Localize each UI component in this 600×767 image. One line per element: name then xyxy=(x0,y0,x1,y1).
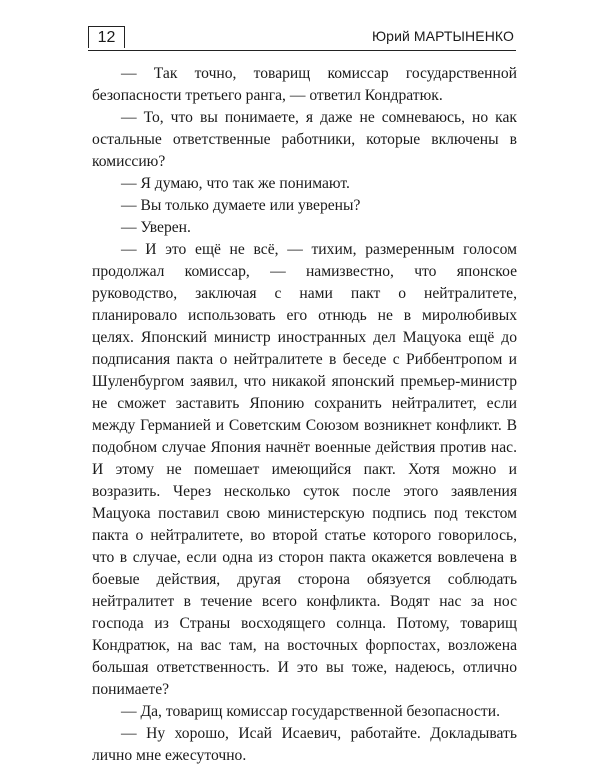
paragraph: — Ну хорошо, Исай Исаевич, работайте. Докладывать лично мне ежесуточно. xyxy=(92,725,517,764)
page-header xyxy=(88,24,516,51)
paragraph: — Я думаю, что так же понимают. xyxy=(121,175,350,192)
body-text xyxy=(92,63,517,767)
page-number: 12 xyxy=(88,26,125,48)
paragraph: — Так точно, товарищ комиссар государственной безопасности третьего ранга, — ответил Кондратюк. xyxy=(92,65,517,104)
paragraph: — Уверен. xyxy=(121,219,191,236)
paragraph: — И это ещё не всё, — тихим, размеренным голосом продолжал комиссар, — намизвестно, что японское руководство, заключая с нами пакт о нейтралитете, планировало использовать его отнюдь не в миролюбивых целях. Японский министр иностранных дел Мацуока ещё до подписания пакта о нейтралитете в беседе с Риббентропом и Шуленбургом заявил, что никакой японский премьер-министр не сможет заставить Японию сохранить нейтралитет, если между Германией и Советским Союзом возникнет конфликт. В подобном случае Япония начнёт военные действия против нас. И этому не помешает имеющийся пакт. Хотя можно и возразить. Через несколько суток после этого заявления Мацуока поставил свою министерскую подпись под текстом пакта о нейтралитете, во второй статье которого говорилось, что в случае, если одна из сторон пакта окажется вовлечена в боевые действия, другая сторона обязуется соблюдать нейтралитет в течение всего конфликта. Водят нас за нос господа из Страны восходящего солнца. Потому, товарищ Кондратюк, на вас там, на восточных форпостах, возложена большая ответственность. И это вы тоже, надеюсь, отлично понимаете? xyxy=(92,241,517,698)
running-head-author: Юрий МАРТЫНЕНКО xyxy=(371,28,514,44)
paragraph: — Да, товарищ комиссар государственной безопасности. xyxy=(121,703,500,720)
paragraph: — Вы только думаете или уверены? xyxy=(121,197,361,214)
paragraph: — То, что вы понимаете, я даже не сомневаюсь, но как остальные ответственные работники, которые включены в комиссию? xyxy=(92,109,517,170)
